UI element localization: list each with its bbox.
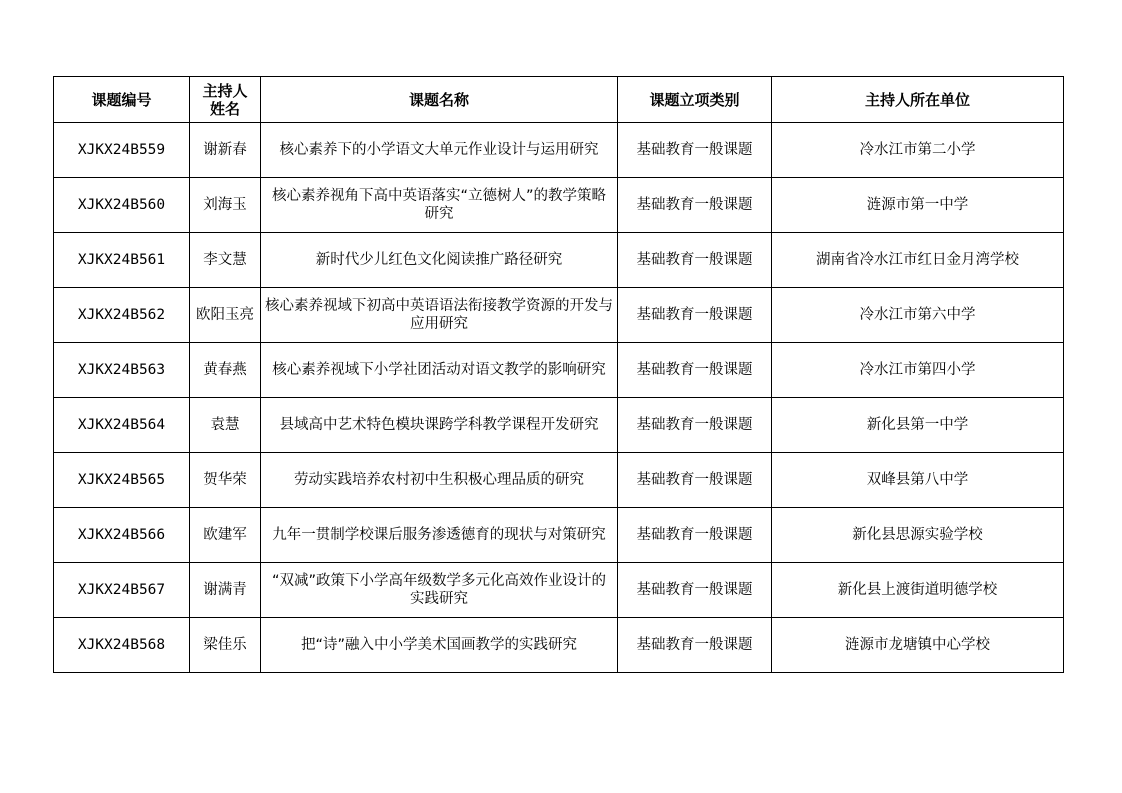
cell-code: XJKX24B567 [54,563,190,618]
cell-host: 李文慧 [190,233,261,288]
project-table [53,76,1064,673]
table-row [54,178,1064,233]
header-row [54,77,1064,123]
cell-category: 基础教育一般课题 [618,508,772,563]
cell-category: 基础教育一般课题 [618,453,772,508]
cell-host: 谢新春 [190,123,261,178]
table-row [54,398,1064,453]
cell-category: 基础教育一般课题 [618,618,772,673]
cell-title: 县域高中艺术特色模块课跨学科教学课程开发研究 [261,398,618,453]
cell-category: 基础教育一般课题 [618,563,772,618]
cell-title: 九年一贯制学校课后服务渗透德育的现状与对策研究 [261,508,618,563]
table-header [54,77,1064,123]
cell-unit: 湖南省冷水江市红日金月湾学校 [772,233,1064,288]
cell-category: 基础教育一般课题 [618,123,772,178]
cell-unit: 双峰县第八中学 [772,453,1064,508]
cell-title: 核心素养视域下小学社团活动对语文教学的影响研究 [261,343,618,398]
cell-title: 新时代少儿红色文化阅读推广路径研究 [261,233,618,288]
cell-unit: 涟源市龙塘镇中心学校 [772,618,1064,673]
table-row [54,453,1064,508]
cell-category: 基础教育一般课题 [618,288,772,343]
cell-unit: 冷水江市第六中学 [772,288,1064,343]
cell-code: XJKX24B560 [54,178,190,233]
cell-code: XJKX24B568 [54,618,190,673]
table-row [54,233,1064,288]
cell-category: 基础教育一般课题 [618,233,772,288]
table-body [54,123,1064,673]
cell-title: 核心素养下的小学语文大单元作业设计与运用研究 [261,123,618,178]
cell-unit: 冷水江市第四小学 [772,343,1064,398]
cell-title: 核心素养视角下高中英语落实“立德树人”的教学策略研究 [261,178,618,233]
cell-host: 袁慧 [190,398,261,453]
cell-code: XJKX24B566 [54,508,190,563]
table-row [54,618,1064,673]
cell-unit: 新化县上渡街道明德学校 [772,563,1064,618]
cell-host: 黄春燕 [190,343,261,398]
cell-title: 劳动实践培养农村初中生积极心理品质的研究 [261,453,618,508]
header-code: 课题编号 [54,77,190,123]
cell-category: 基础教育一般课题 [618,343,772,398]
cell-code: XJKX24B559 [54,123,190,178]
table-row [54,123,1064,178]
cell-title: 核心素养视域下初高中英语语法衔接教学资源的开发与应用研究 [261,288,618,343]
cell-unit: 冷水江市第二小学 [772,123,1064,178]
cell-category: 基础教育一般课题 [618,398,772,453]
cell-title: 把“诗”融入中小学美术国画教学的实践研究 [261,618,618,673]
cell-code: XJKX24B563 [54,343,190,398]
table-row [54,508,1064,563]
cell-category: 基础教育一般课题 [618,178,772,233]
cell-unit: 涟源市第一中学 [772,178,1064,233]
cell-unit: 新化县思源实验学校 [772,508,1064,563]
table-row [54,288,1064,343]
header-host: 主持人 姓名 [190,77,261,123]
cell-host: 欧建军 [190,508,261,563]
cell-host: 贺华荣 [190,453,261,508]
cell-host: 刘海玉 [190,178,261,233]
table-row [54,343,1064,398]
table-row [54,563,1064,618]
cell-code: XJKX24B561 [54,233,190,288]
cell-title: “双减”政策下小学高年级数学多元化高效作业设计的实践研究 [261,563,618,618]
cell-host: 欧阳玉亮 [190,288,261,343]
cell-unit: 新化县第一中学 [772,398,1064,453]
cell-host: 梁佳乐 [190,618,261,673]
cell-code: XJKX24B564 [54,398,190,453]
header-unit: 主持人所在单位 [772,77,1064,123]
cell-host: 谢满青 [190,563,261,618]
cell-code: XJKX24B562 [54,288,190,343]
header-title: 课题名称 [261,77,618,123]
header-category: 课题立项类别 [618,77,772,123]
cell-code: XJKX24B565 [54,453,190,508]
